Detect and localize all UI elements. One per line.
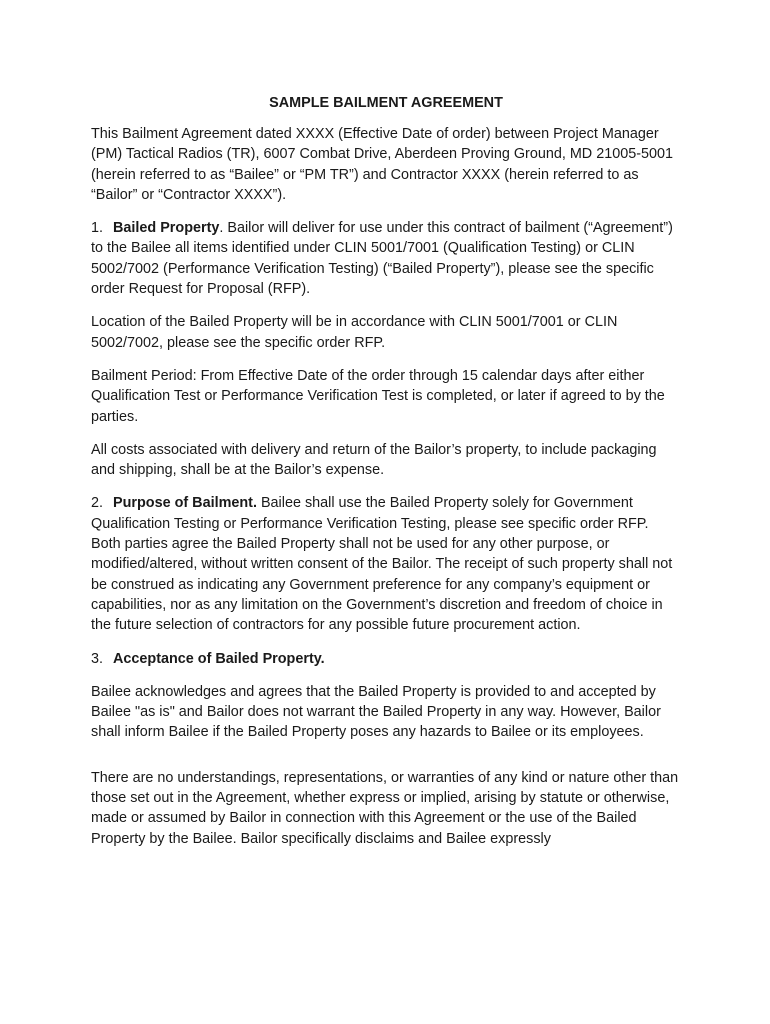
document-title: SAMPLE BAILMENT AGREEMENT	[269, 95, 503, 111]
section-1-number: 1.	[91, 220, 104, 237]
section-2-paragraph	[91, 493, 681, 635]
section-3-heading: Acceptance of Bailed Property.	[113, 650, 325, 667]
section-3-number: 3.	[91, 650, 104, 667]
section-2-number: 2.	[91, 495, 104, 512]
section-1-heading: Bailed Property	[113, 220, 220, 237]
section-3-warranties-paragraph: There are no understandings, representations, or warranties of any kind or nature other than those set out in the Agreement, whether express or implied, arising by statute or otherwise, made or assumed by Bailor in connection with this Agreement or the use of the Bailed Property by the Bailee. Bailor specifically disclaims and Bailee expressly	[91, 769, 679, 847]
section-3-as-is-paragraph: Bailee acknowledges and agrees that the Bailed Property is provided to and accepted by Bailee "as is" and Bailor does not warrant the Bailed Property in any way. However, Bailor shall inform Bailee if the Bailed Property poses any hazards to Bailee or its employees.	[91, 683, 661, 741]
intro-paragraph: This Bailment Agreement dated XXXX (Effective Date of order) between Project Manager (PM) Tactical Radios (TR), 6007 Combat Drive, Aberdeen Proving Ground, MD 21005-5001 (herein referred to as “Bailee” or “PM TR”) and Contractor XXXX (herein referred to as “Bailor” or “Contractor XXXX”).	[91, 126, 674, 203]
section-1-location-paragraph: Location of the Bailed Property will be in accordance with CLIN 5001/7001 or CLIN 5002/7002, please see the specific order RFP.	[91, 314, 618, 351]
document-body	[91, 93, 681, 862]
section-3-heading-paragraph	[91, 649, 681, 669]
section-2-text: Bailee shall use the Bailed Property solely for Government Qualification Testing or Performance Verification Testing, please see specific order RFP. Both parties agree the Bailed Property shall not be used for any other purpose, or modified/altered, without written consent of the Bailor. The receipt of such property shall not be construed as indicating any Government preference for any company’s equipment or capabilities, nor as any limitation on the Government’s discretion and freedom of choice in the future selection of contractors for any possible future procurement action.	[91, 495, 673, 634]
section-1-costs-paragraph: All costs associated with delivery and return of the Bailor’s property, to include packaging and shipping, shall be at the Bailor’s expense.	[91, 441, 657, 479]
section-1-period-paragraph: Bailment Period: From Effective Date of the order through 15 calendar days after either Qualification Test or Performance Verification Test is completed, or later if agreed to by the parties.	[91, 367, 665, 425]
section-2-heading: Purpose of Bailment.	[113, 495, 257, 512]
section-1-text: . Bailor will deliver for use under this contract of bailment (“Agreement”) to the Bailee all items identified under CLIN 5001/7001 (Qualification Testing) or CLIN 5002/7002 (Performance Verification Testing) (“Bailed Property”), please see the specific order Request for Proposal (RFP).	[91, 220, 673, 298]
section-1-paragraph	[91, 218, 681, 299]
